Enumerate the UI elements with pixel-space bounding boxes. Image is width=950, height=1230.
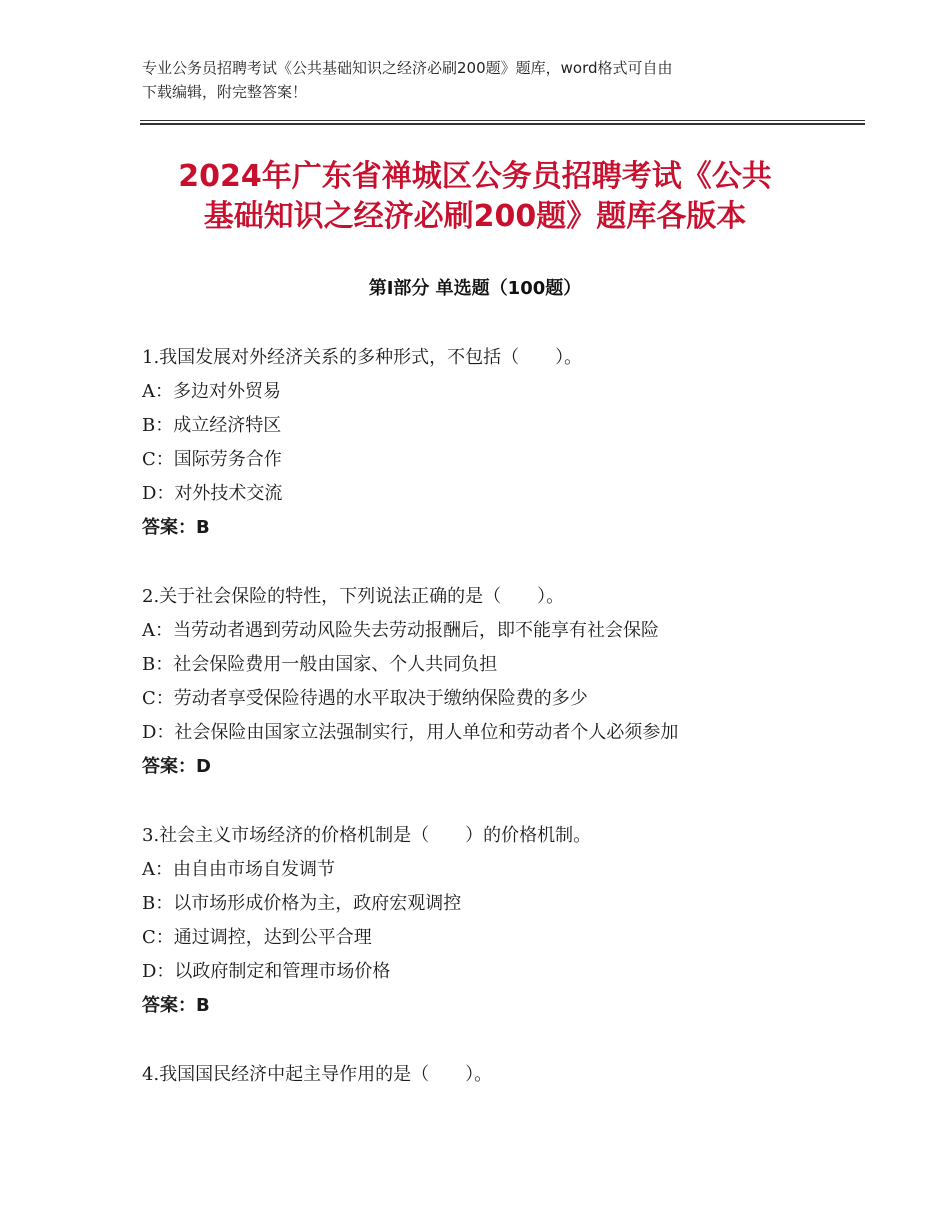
header-note-line-2: 下载编辑，附完整答案！	[142, 83, 308, 101]
option-a: A：当劳动者遇到劳动风险失去劳动报酬后，即不能享有社会保险	[142, 620, 659, 641]
answer-label: 答案：B	[142, 517, 210, 538]
header-divider-thin	[140, 120, 865, 121]
document-title	[120, 157, 830, 237]
option-a: A：由自由市场自发调节	[142, 859, 335, 880]
answer-label: 答案：D	[142, 756, 211, 777]
document-title-line-2: 基础知识之经济必刷200题》题库各版本	[203, 199, 747, 234]
section-title: 第Ⅰ部分 单选题（100题）	[368, 278, 582, 299]
option-c: C：国际劳务合作	[142, 449, 282, 470]
question-stem: 3.社会主义市场经济的价格机制是（ ）的价格机制。	[142, 825, 592, 846]
option-d: D：对外技术交流	[142, 483, 283, 504]
answer-label: 答案：B	[142, 995, 210, 1016]
header-divider-thick	[140, 123, 865, 125]
option-b: B：成立经济特区	[142, 415, 282, 436]
header-note	[142, 56, 822, 104]
header-note-line-1: 专业公务员招聘考试《公共基础知识之经济必刷200题》题库，word格式可自由	[142, 59, 673, 77]
option-d: D：社会保险由国家立法强制实行，用人单位和劳动者个人必须参加	[142, 722, 679, 743]
question-3	[142, 819, 862, 1023]
document-title-line-1: 2024年广东省禅城区公务员招聘考试《公共	[178, 159, 772, 194]
question-2	[142, 580, 862, 784]
option-c: C：劳动者享受保险待遇的水平取决于缴纳保险费的多少	[142, 688, 588, 709]
question-4	[142, 1058, 862, 1092]
option-a: A：多边对外贸易	[142, 381, 281, 402]
question-1	[142, 341, 862, 545]
question-stem: 2.关于社会保险的特性，下列说法正确的是（ ）。	[142, 586, 565, 607]
option-b: B：社会保险费用一般由国家、个人共同负担	[142, 654, 498, 675]
option-b: B：以市场形成价格为主，政府宏观调控	[142, 893, 462, 914]
option-d: D：以政府制定和管理市场价格	[142, 961, 391, 982]
question-stem: 1.我国发展对外经济关系的多种形式，不包括（ ）。	[142, 347, 583, 368]
question-stem: 4.我国国民经济中起主导作用的是（ ）。	[142, 1064, 493, 1085]
option-c: C：通过调控，达到公平合理	[142, 927, 372, 948]
